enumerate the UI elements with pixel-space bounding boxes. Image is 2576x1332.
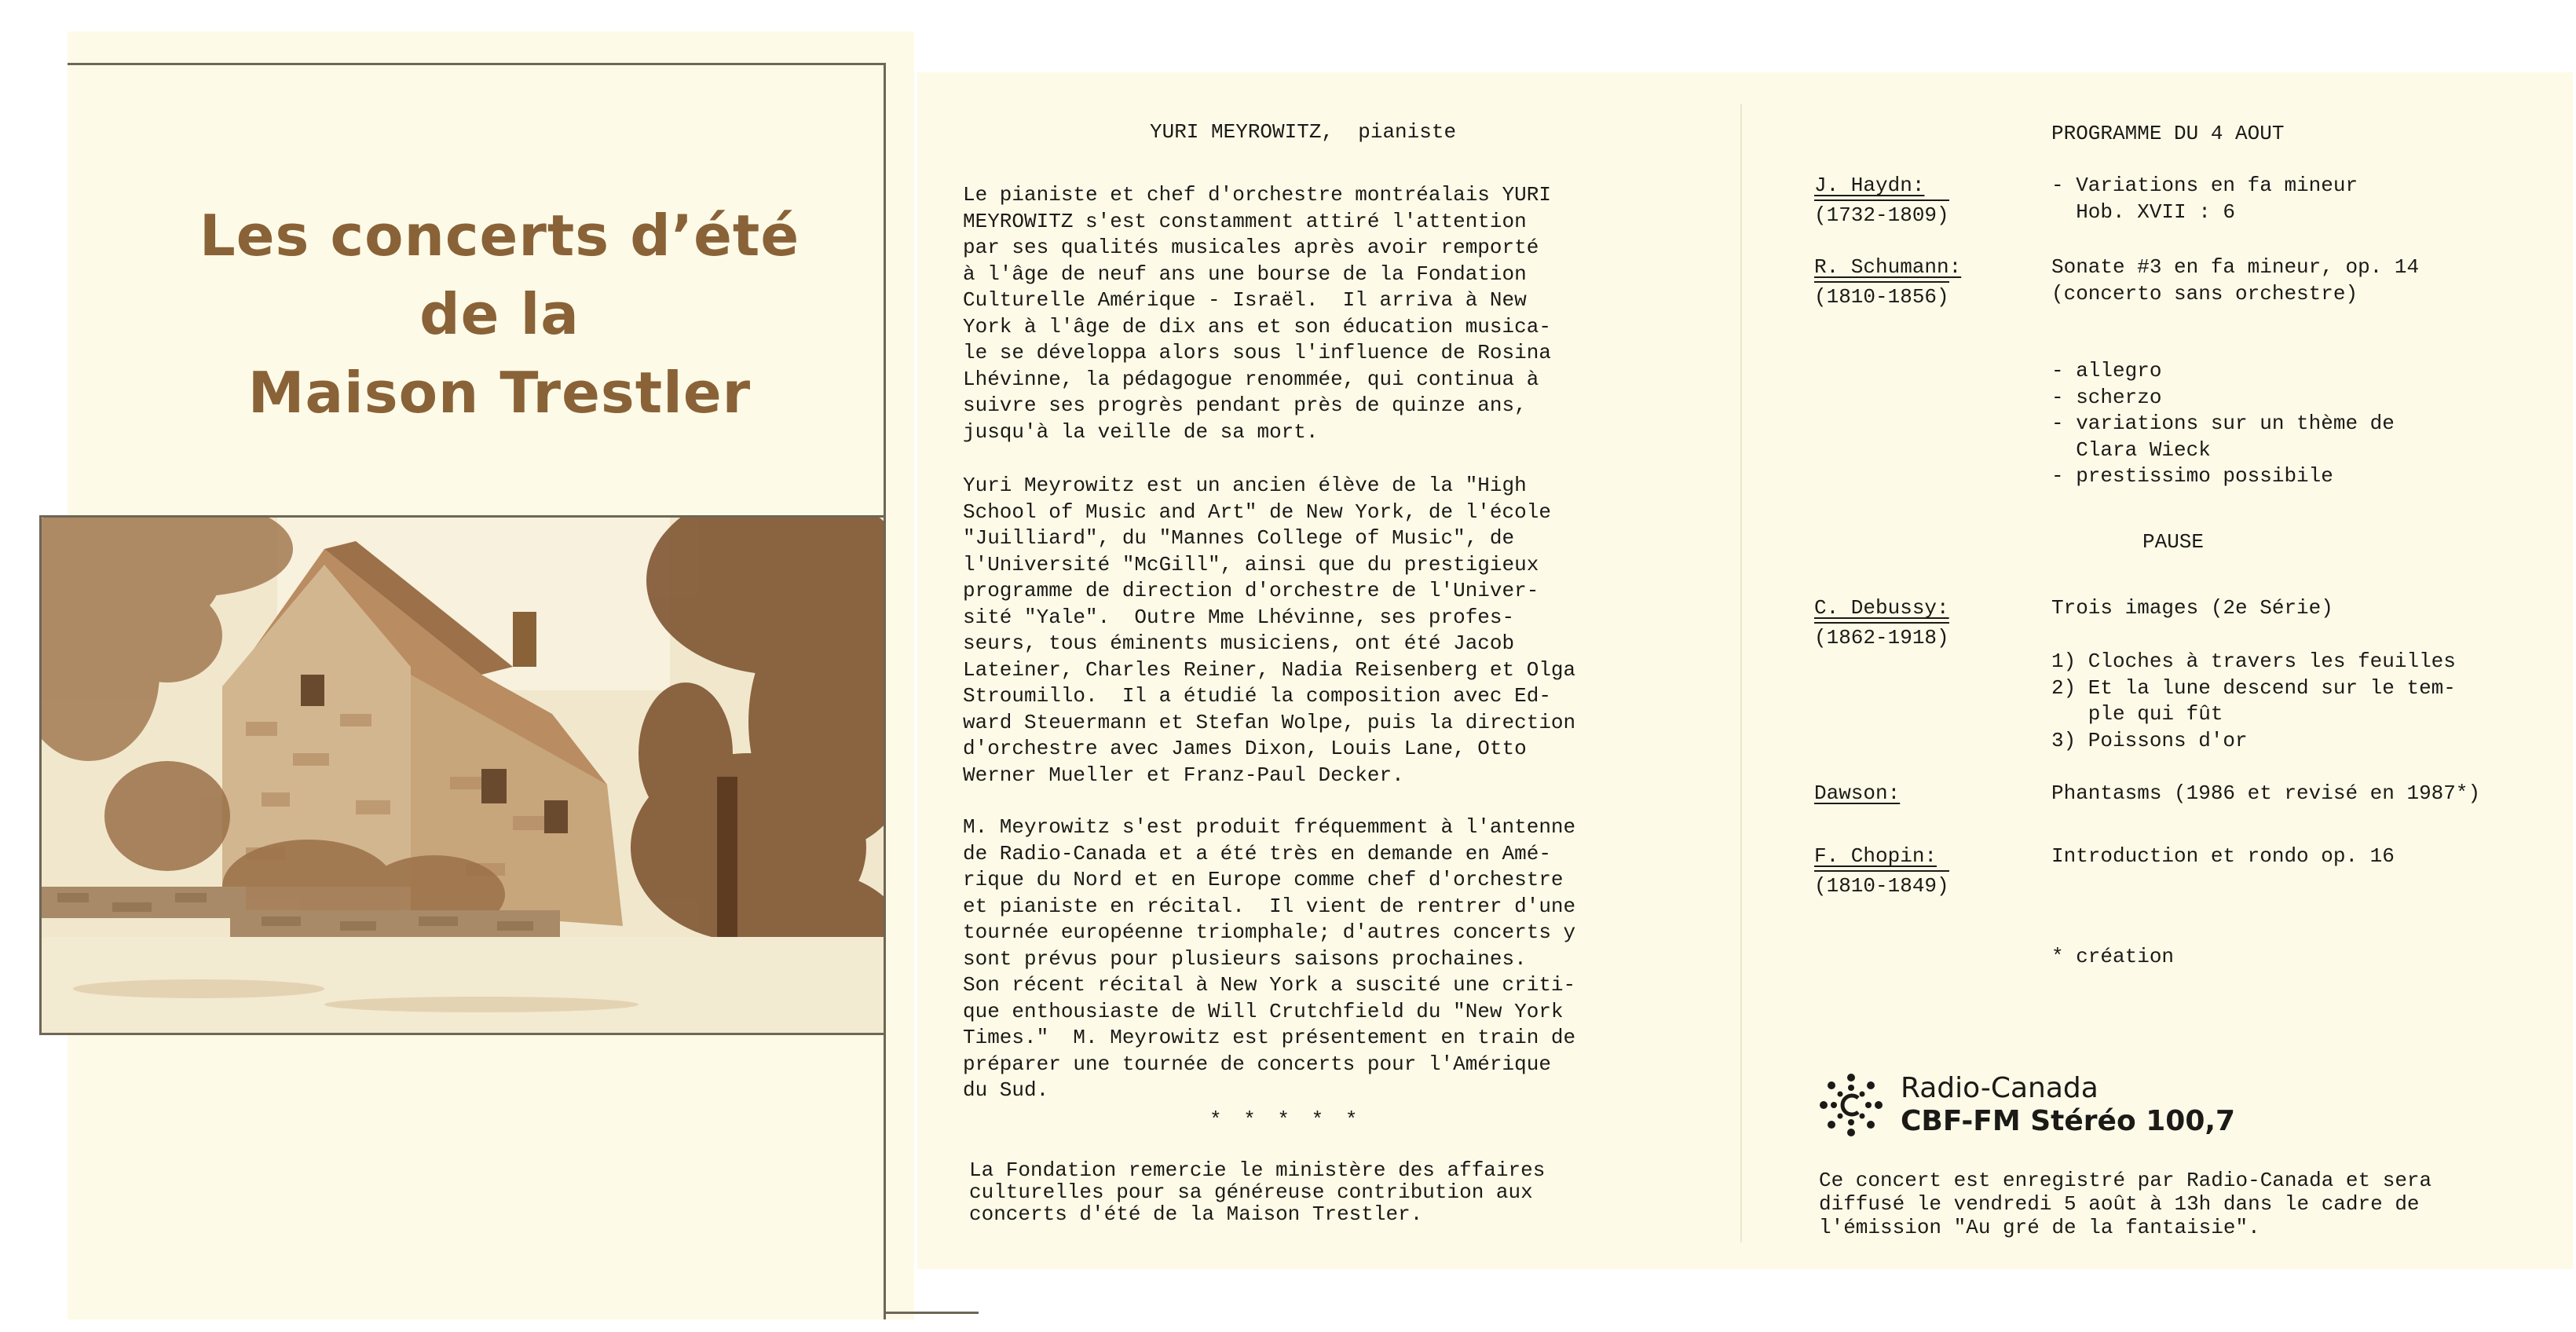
works-debussy: Trois images (2e Série) <box>2051 596 2333 620</box>
pause-label: PAUSE <box>2142 530 2205 554</box>
works-debussy-movements: 1) Cloches à travers les feuilles 2) Et la lune descend sur le tem- ple qui fût 3) Poissons d'or <box>2051 650 2456 752</box>
creation-note: * création <box>2051 945 2175 968</box>
composer-dates: (1862-1918) <box>1814 622 1949 652</box>
cover-title-line-1: Les concerts d’été <box>199 203 800 269</box>
composer-name: Dawson: <box>1814 781 1901 805</box>
programme-title: PROGRAMME DU 4 AOUT <box>2051 122 2285 145</box>
house-illustration-icon <box>42 518 886 1035</box>
broadcast-notice: Ce concert est enregistré par Radio-Canada et sera diffusé le vendredi 5 août à 13h dans le cadre de l'émission "Au gré de la fantaisie". <box>1819 1169 2432 1239</box>
works-schumann-movements: - allegro - scherzo - variations sur un thème de Clara Wieck - prestissimo possibile <box>2051 359 2395 488</box>
house-photo <box>39 515 886 1035</box>
separator-stars: * * * * * <box>1209 1108 1363 1132</box>
fold-line <box>1740 104 1742 1242</box>
composer-schumann <box>1814 254 1961 310</box>
bio-paragraph-2: Yuri Meyrowitz est un ancien élève de la "High School of Music and Art" de New York, de l'école "Juilliard", du "Mannes College of Music", de l'Université "McGill", ainsi que du prestigieux programme de direction d'orchestre de l'Univer- sité "Yale". Outre Mme Lhévinne, ses profes- seurs, tous éminents musiciens, ont été Jacob Lateiner, Charles Reiner, Nadia Reisenberg et Olga Stroumillo. Il a étudié la composition avec Ed- ward Steuermann et Stefan Wolpe, puis la direction d'orchestre avec James Dixon, Louis Lane, Otto Werner Mueller et Franz-Paul Decker. <box>963 474 1576 787</box>
composer-debussy <box>1814 595 1949 651</box>
bio-paragraph-3: M. Meyrowitz s'est produit fréquemment à l'antenne de Radio-Canada et a été très en demande en Amé- rique du Nord et en Europe comme chef d'orchestre et pianiste en récital. Il vient de rentrer d'une tournée européenne triomphale; d'autres concerts y sont prévus pour plusieurs saisons prochaines. Son récent récital à New York a suscité une criti- que enthousiaste de Will Crutchfield du "New York Times." M. Meyrowitz est présentement en train de préparer une tournée de concerts pour l'Amérique du Sud. <box>963 815 1576 1102</box>
cover-title-line-3: Maison Trestler <box>247 360 752 426</box>
thanks-note: La Fondation remercie le ministère des affaires culturelles pour sa généreuse contribution aux concerts d'été de la Maison Trestler. <box>969 1158 1546 1226</box>
works-chopin: Introduction et rondo op. 16 <box>2051 844 2395 868</box>
cover-title <box>185 196 814 432</box>
composer-name: R. Schumann: <box>1814 255 1962 279</box>
bio-paragraph-1: Le pianiste et chef d'orchestre montréalais YURI MEYROWITZ s'est constamment attiré l'attention par ses qualités musicales après avoir remporté à l'âge de neuf ans une bourse de la Fondation Culturelle Amérique - Israël. Il arriva à New York à l'âge de dix ans et son éducation musica- le se développa alors sous l'influence de Rosina Lhévinne, la pédagogue renommée, qui continua à suivre ses progrès pendant près de quinze ans, jusqu'à la veille de sa mort. <box>963 183 1551 444</box>
composer-dates: (1810-1856) <box>1814 281 1949 311</box>
bio-heading: YURI MEYROWITZ, pianiste <box>1150 120 1457 144</box>
composer-dates: (1732-1809) <box>1814 199 1949 229</box>
composer-name: F. Chopin: <box>1814 844 1937 868</box>
radio-canada-logo-icon <box>1819 1073 1883 1137</box>
works-schumann: Sonate #3 en fa mineur, op. 14 (concerto sans orchestre) <box>2051 255 2420 306</box>
composer-name: J. Haydn: <box>1814 174 1925 197</box>
broadcaster-name: Radio-Canada <box>1901 1072 2098 1104</box>
composer-chopin <box>1814 843 1949 899</box>
composer-haydn <box>1814 173 1949 229</box>
cover-divider <box>884 1312 979 1314</box>
composer-name: C. Debussy: <box>1814 596 1949 620</box>
composer-dates: (1810-1849) <box>1814 870 1949 900</box>
works-haydn: - Variations en fa mineur Hob. XVII : 6 <box>2051 174 2358 224</box>
composer-dawson <box>1814 781 1900 807</box>
inner-panel <box>917 72 2573 1269</box>
broadcaster-station: CBF-FM Stéréo 100,7 <box>1901 1105 2236 1137</box>
works-dawson: Phantasms (1986 et revisé en 1987*) <box>2051 781 2481 805</box>
cover-title-line-2: de la <box>419 281 580 347</box>
